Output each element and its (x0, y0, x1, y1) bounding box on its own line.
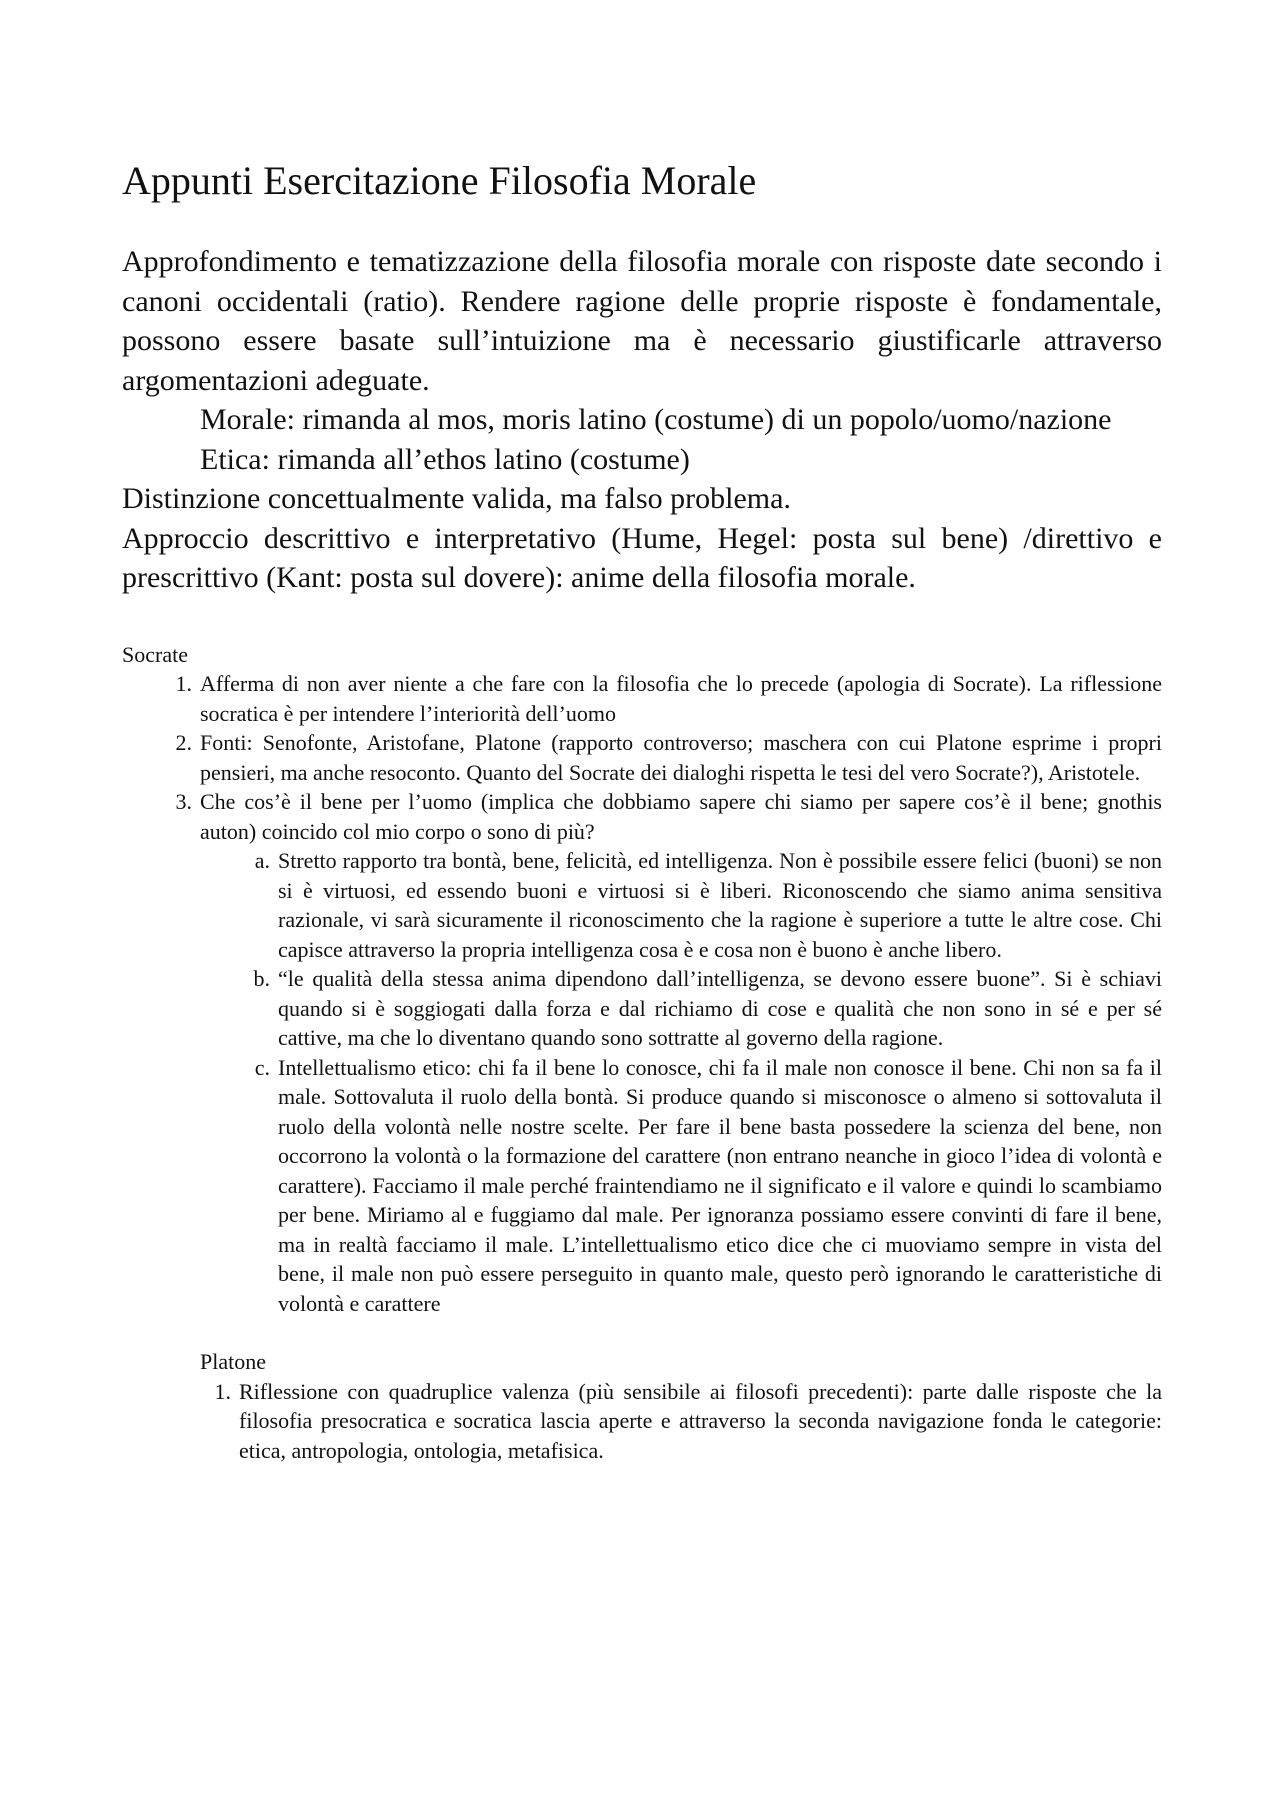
list-item (214, 1377, 1162, 1466)
platone-section (122, 1377, 1162, 1466)
platone-list (214, 1377, 1162, 1466)
list-item (175, 787, 1162, 1318)
list-number: 3. (175, 789, 192, 814)
intro-paragraph-etica: Etica: rimanda all’ethos latino (costume) (200, 442, 690, 476)
list-item (175, 728, 1162, 787)
sublist-letter: a. (254, 848, 270, 873)
list-item-text: Riflessione con quadruplice valenza (più sensibile ai filosofi precedenti): parte dalle risposte che la filosofia presocratica e socratica lascia aperte e attraverso la seconda navigazione fonda le categorie: etica, antropologia, ontologia, metafisica. (239, 1378, 1162, 1463)
socrate-section (122, 669, 1162, 1318)
intro-paragraph-morale: Morale: rimanda al mos, moris latino (costume) di un popolo/uomo/nazione (200, 403, 1112, 436)
list-number: 1. (175, 671, 192, 696)
document-content (122, 156, 1162, 1465)
section-label-platone: Platone (200, 1349, 266, 1374)
sublist-letter: c. (254, 1054, 270, 1080)
sublist-item-text: Stretto rapporto tra bontà, bene, felicità, ed intelligenza. Non è possibile essere felici (buoni) se non si è virtuosi, ed essendo buoni e virtuosi si è liberi. Riconoscendo che siamo anima sensitiva razionale, vi sarà sicuramente il riconoscimento che la ragione è superiore a tutte le altre cose. Chi capisce attraverso la propria intelligenza cosa è e cosa non è buono è anche libero. (278, 848, 1162, 962)
section-label-socrate: Socrate (122, 641, 188, 667)
list-item-text: Che cos’è il bene per l’uomo (implica che dobbiamo sapere chi siamo per sapere cos’è il bene; gnothis auton) coincido col mio corpo o sono di più? (200, 789, 1162, 844)
socrate-sublist (253, 846, 1162, 1318)
list-item (175, 669, 1162, 728)
sublist-item (253, 964, 1162, 1053)
list-item-text: Fonti: Senofonte, Aristofane, Platone (rapporto controverso; maschera con cui Platone esprime i propri pensieri, ma anche resoconto. Quanto del Socrate dei dialoghi rispetta le tesi del vero Socrate?), Aristotele. (200, 730, 1162, 785)
intro-paragraph-distinzione: Distinzione concettualmente valida, ma falso problema. (122, 482, 791, 515)
list-number: 2. (175, 730, 192, 755)
intro-section (122, 242, 1162, 598)
sublist-item-text: Intellettualismo etico: chi fa il bene lo conosce, chi fa il male non conosce il bene. Chi non sa fa il male. Sottovaluta il ruolo della bontà. Si produce quando si misconosce o almeno si sottovaluta il ruolo della volontà nelle nostre scelte. Per fare il bene basta possedere la scienza del bene, non occorrono la volontà o la formazione del carattere (non entrano neanche in gioco l’idea di volontà e carattere). Facciamo il male perché fraintendiamo ne il significato e il valore e quindi lo scambiamo per bene. Miriamo al e fuggiamo dal male. Per ignoranza possiamo essere convinti di fare il bene, ma in realtà facciamo il male. L’intellettualismo etico dice che ci muoviamo sempre in vista del bene, il male non può essere perseguito in quanto male, questo però ignorando le caratteristiche di volontà e carattere (278, 1054, 1162, 1316)
list-item-text: Afferma di non aver niente a che fare con la filosofia che lo precede (apologia di Socrate). La riflessione socratica è per intendere l’interiorità dell’uomo (200, 671, 1162, 726)
intro-paragraph-approccio: Approccio descrittivo e interpretativo (Hume, Hegel: posta sul bene) /direttivo e prescrittivo (Kant: posta sul dovere): anime della filosofia morale. (122, 521, 1162, 594)
sublist-item (254, 1053, 1162, 1319)
document-title: Appunti Esercitazione Filosofia Morale (122, 158, 757, 203)
intro-paragraph-1: Approfondimento e tematizzazione della filosofia morale con risposte date secondo i canoni occidentali (ratio). Rendere ragione delle proprie risposte è fondamentale, possono essere basate sull’intuizione ma è necessario giustificarle attraverso argomentazioni adeguate. (122, 245, 1162, 397)
sublist-letter: b. (253, 966, 270, 991)
sublist-item (254, 846, 1162, 964)
list-number: 1. (214, 1378, 231, 1404)
sublist-item-text: “le qualità della stessa anima dipendono dall’intelligenza, se devono essere buone”. Si è schiavi quando si è soggiogati dalla forza e dal richiamo di cose e qualità che non sono in sé e per sé cattive, ma che lo diventano quando sono sottratte al governo della ragione. (278, 966, 1162, 1050)
socrate-list (175, 669, 1162, 1318)
